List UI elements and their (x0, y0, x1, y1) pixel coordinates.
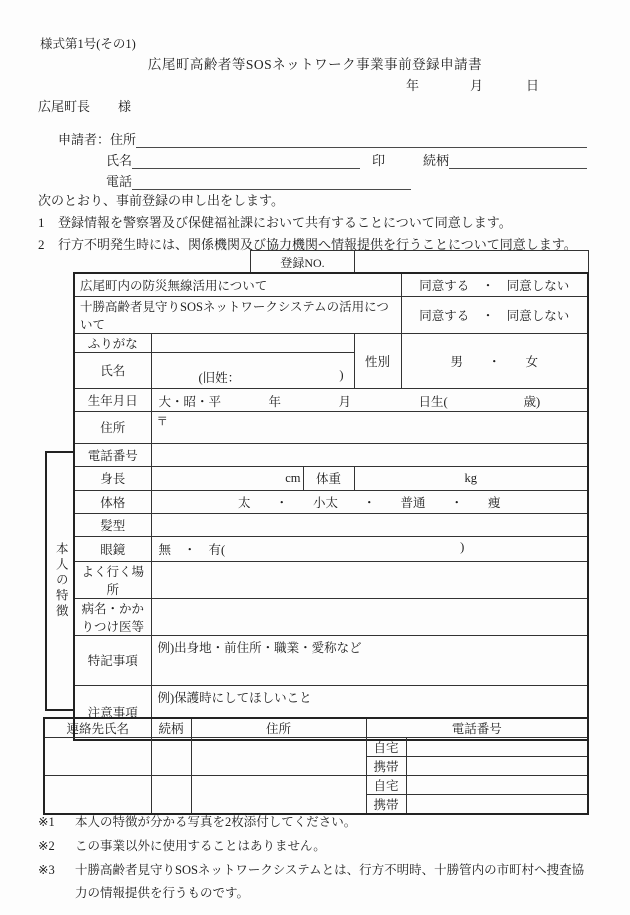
footnote-1 (38, 811, 588, 834)
form-code: 様式第1号(その1) (40, 37, 136, 51)
contact-row-1 (44, 738, 588, 757)
relation-field (449, 150, 587, 169)
special-notes-field (151, 635, 588, 685)
build-options: 太 ・ 小太 ・ 普通 ・ 痩 (151, 490, 588, 513)
weight-label: 体重 (303, 466, 354, 490)
birth-month-label: 月 (338, 394, 352, 409)
phone-field (151, 443, 588, 466)
applicant-address-label: 申請者：住所 (58, 132, 137, 147)
applicant-phone-field (132, 171, 411, 190)
addressee-line (0, 96, 630, 114)
footnote-2-marker: ※2 (38, 839, 55, 853)
frequent-places-label: よく行く場所 (74, 561, 151, 598)
birth-day-label: 日生( (418, 394, 448, 409)
contact-relation-header: 続柄 (151, 718, 191, 738)
hair-field (151, 513, 588, 536)
consent-radio-options: 同意する ・ 同意しない (401, 273, 588, 296)
registration-number-box (250, 250, 589, 274)
birth-age-label: 歳) (523, 394, 541, 409)
maiden-name-open: (旧姓： (198, 370, 241, 385)
applicant-phone-row (106, 170, 587, 190)
registration-main-table (73, 272, 589, 741)
birth-year-label: 年 (268, 394, 282, 409)
statement-intro: 次のとおり、事前登録の申し出をします。 (38, 193, 284, 208)
postal-mark: 〒 (156, 415, 168, 428)
birthdate-label: 生年月日 (74, 388, 151, 411)
contact-1-mobile-field (406, 757, 588, 776)
contact-1-relation-field (151, 738, 191, 776)
date-line (0, 75, 630, 93)
special-notes-label: 特記事項 (74, 635, 151, 685)
consent-radio-label: 広尾町内の防災無線活用について (74, 273, 401, 296)
furigana-field (151, 333, 354, 352)
illness-doctor-field (151, 598, 588, 635)
height-label: 身長 (74, 466, 151, 490)
address-field (151, 411, 588, 443)
applicant-name-label: 氏名 (106, 153, 133, 168)
statement-2-text: 行方不明発生時には、関係機関及び協力機関へ情報提供を行うことについて同意します。 (58, 237, 577, 252)
contact-2-name-field (44, 776, 151, 815)
sex-options: 男 ・ 女 (401, 333, 588, 388)
footnote-1-marker: ※1 (38, 815, 55, 829)
footnote-1-text: 本人の特徴が分かる写真を2枚添付してください。 (75, 815, 357, 829)
phone-label: 電話番号 (74, 443, 151, 466)
birthdate-field (151, 388, 588, 411)
relation-label: 続柄 (423, 153, 450, 168)
consent-sos-label: 十勝高齢者見守りSOSネットワークシステムの活用について (74, 296, 401, 333)
addressee-name: 広尾町長 (38, 99, 91, 114)
contact-name-header: 連絡先氏名 (44, 718, 151, 738)
contact-address-header: 住所 (191, 718, 366, 738)
contact-2-home-label: 自宅 (366, 776, 406, 795)
contact-2-home-field (406, 776, 588, 795)
glasses-label: 眼鏡 (74, 536, 151, 561)
glasses-field (151, 536, 588, 561)
maiden-name-close: ) (339, 367, 344, 382)
person-features-group-label: 本人の特徴 (54, 542, 69, 620)
addressee-honorific: 様 (118, 99, 132, 114)
contact-1-address-field (191, 738, 366, 776)
birth-era-options: 大・昭・平 (158, 394, 222, 409)
contact-1-home-field (406, 738, 588, 757)
build-label: 体格 (74, 490, 151, 513)
address-label: 住所 (74, 411, 151, 443)
date-day-label: 日 (526, 78, 540, 93)
date-year-label: 年 (406, 78, 420, 93)
contact-2-relation-field (151, 776, 191, 815)
contact-2-mobile-label: 携帯 (366, 795, 406, 815)
applicant-name-row (106, 149, 587, 169)
applicant-phone-label: 電話 (106, 174, 133, 189)
name-field (151, 352, 354, 388)
emergency-contact-table (43, 717, 589, 815)
footnote-3-marker: ※3 (38, 863, 55, 877)
special-notes-example: 例)出身地・前住所・職業・愛称など (157, 640, 362, 655)
weight-field: kg (354, 466, 588, 490)
statement-2-number: 2 (38, 237, 45, 252)
statement-1-text: 登録情報を警察署及び保健福祉課において共有することについて同意します。 (58, 215, 512, 230)
illness-doctor-label: 病名・かかりつけ医等 (74, 598, 151, 635)
contact-1-mobile-label: 携帯 (366, 757, 406, 776)
contact-2-address-field (191, 776, 366, 815)
glasses-options: 無 ・ 有( (158, 542, 226, 557)
registration-number-field (355, 251, 588, 274)
applicant-address-field (136, 129, 587, 148)
caution-notes-label: 注意事項 (74, 685, 151, 740)
statement-1-number: 1 (38, 215, 45, 230)
contact-1-home-label: 自宅 (366, 738, 406, 757)
glasses-close-paren: ) (460, 539, 465, 554)
consent-sos-options: 同意する ・ 同意しない (401, 296, 588, 333)
footnote-3 (38, 859, 588, 905)
furigana-label: ふりがな (74, 333, 151, 352)
footnote-3-text: 十勝高齢者見守りSOSネットワークシステムとは、行方不明時、十勝管内の市町村へ捜査協力の情報提供を行うものです。 (75, 863, 585, 900)
person-features-group-cell (45, 451, 75, 711)
contact-phone-header: 電話番号 (366, 718, 588, 738)
name-label: 氏名 (74, 352, 151, 388)
applicant-name-field (132, 150, 360, 169)
sex-label: 性別 (354, 333, 401, 388)
contact-1-name-field (44, 738, 151, 776)
date-month-label: 月 (470, 78, 484, 93)
applicant-address-row (58, 128, 587, 148)
contact-row-2 (44, 776, 588, 795)
statement-item-1 (38, 212, 512, 231)
caution-notes-example: 例)保護時にしてほしいこと (157, 690, 312, 705)
seal-label: 印 (372, 153, 386, 168)
hair-label: 髪型 (74, 513, 151, 536)
page-title: 広尾町高齢者等SOSネットワーク事業事前登録申請書 (147, 57, 483, 72)
registration-number-label: 登録NO. (251, 251, 355, 274)
height-field: cm (151, 466, 303, 490)
footnote-2-text: この事業以外に使用することはありません。 (75, 839, 326, 853)
footnote-2 (38, 835, 588, 858)
frequent-places-field (151, 561, 588, 598)
